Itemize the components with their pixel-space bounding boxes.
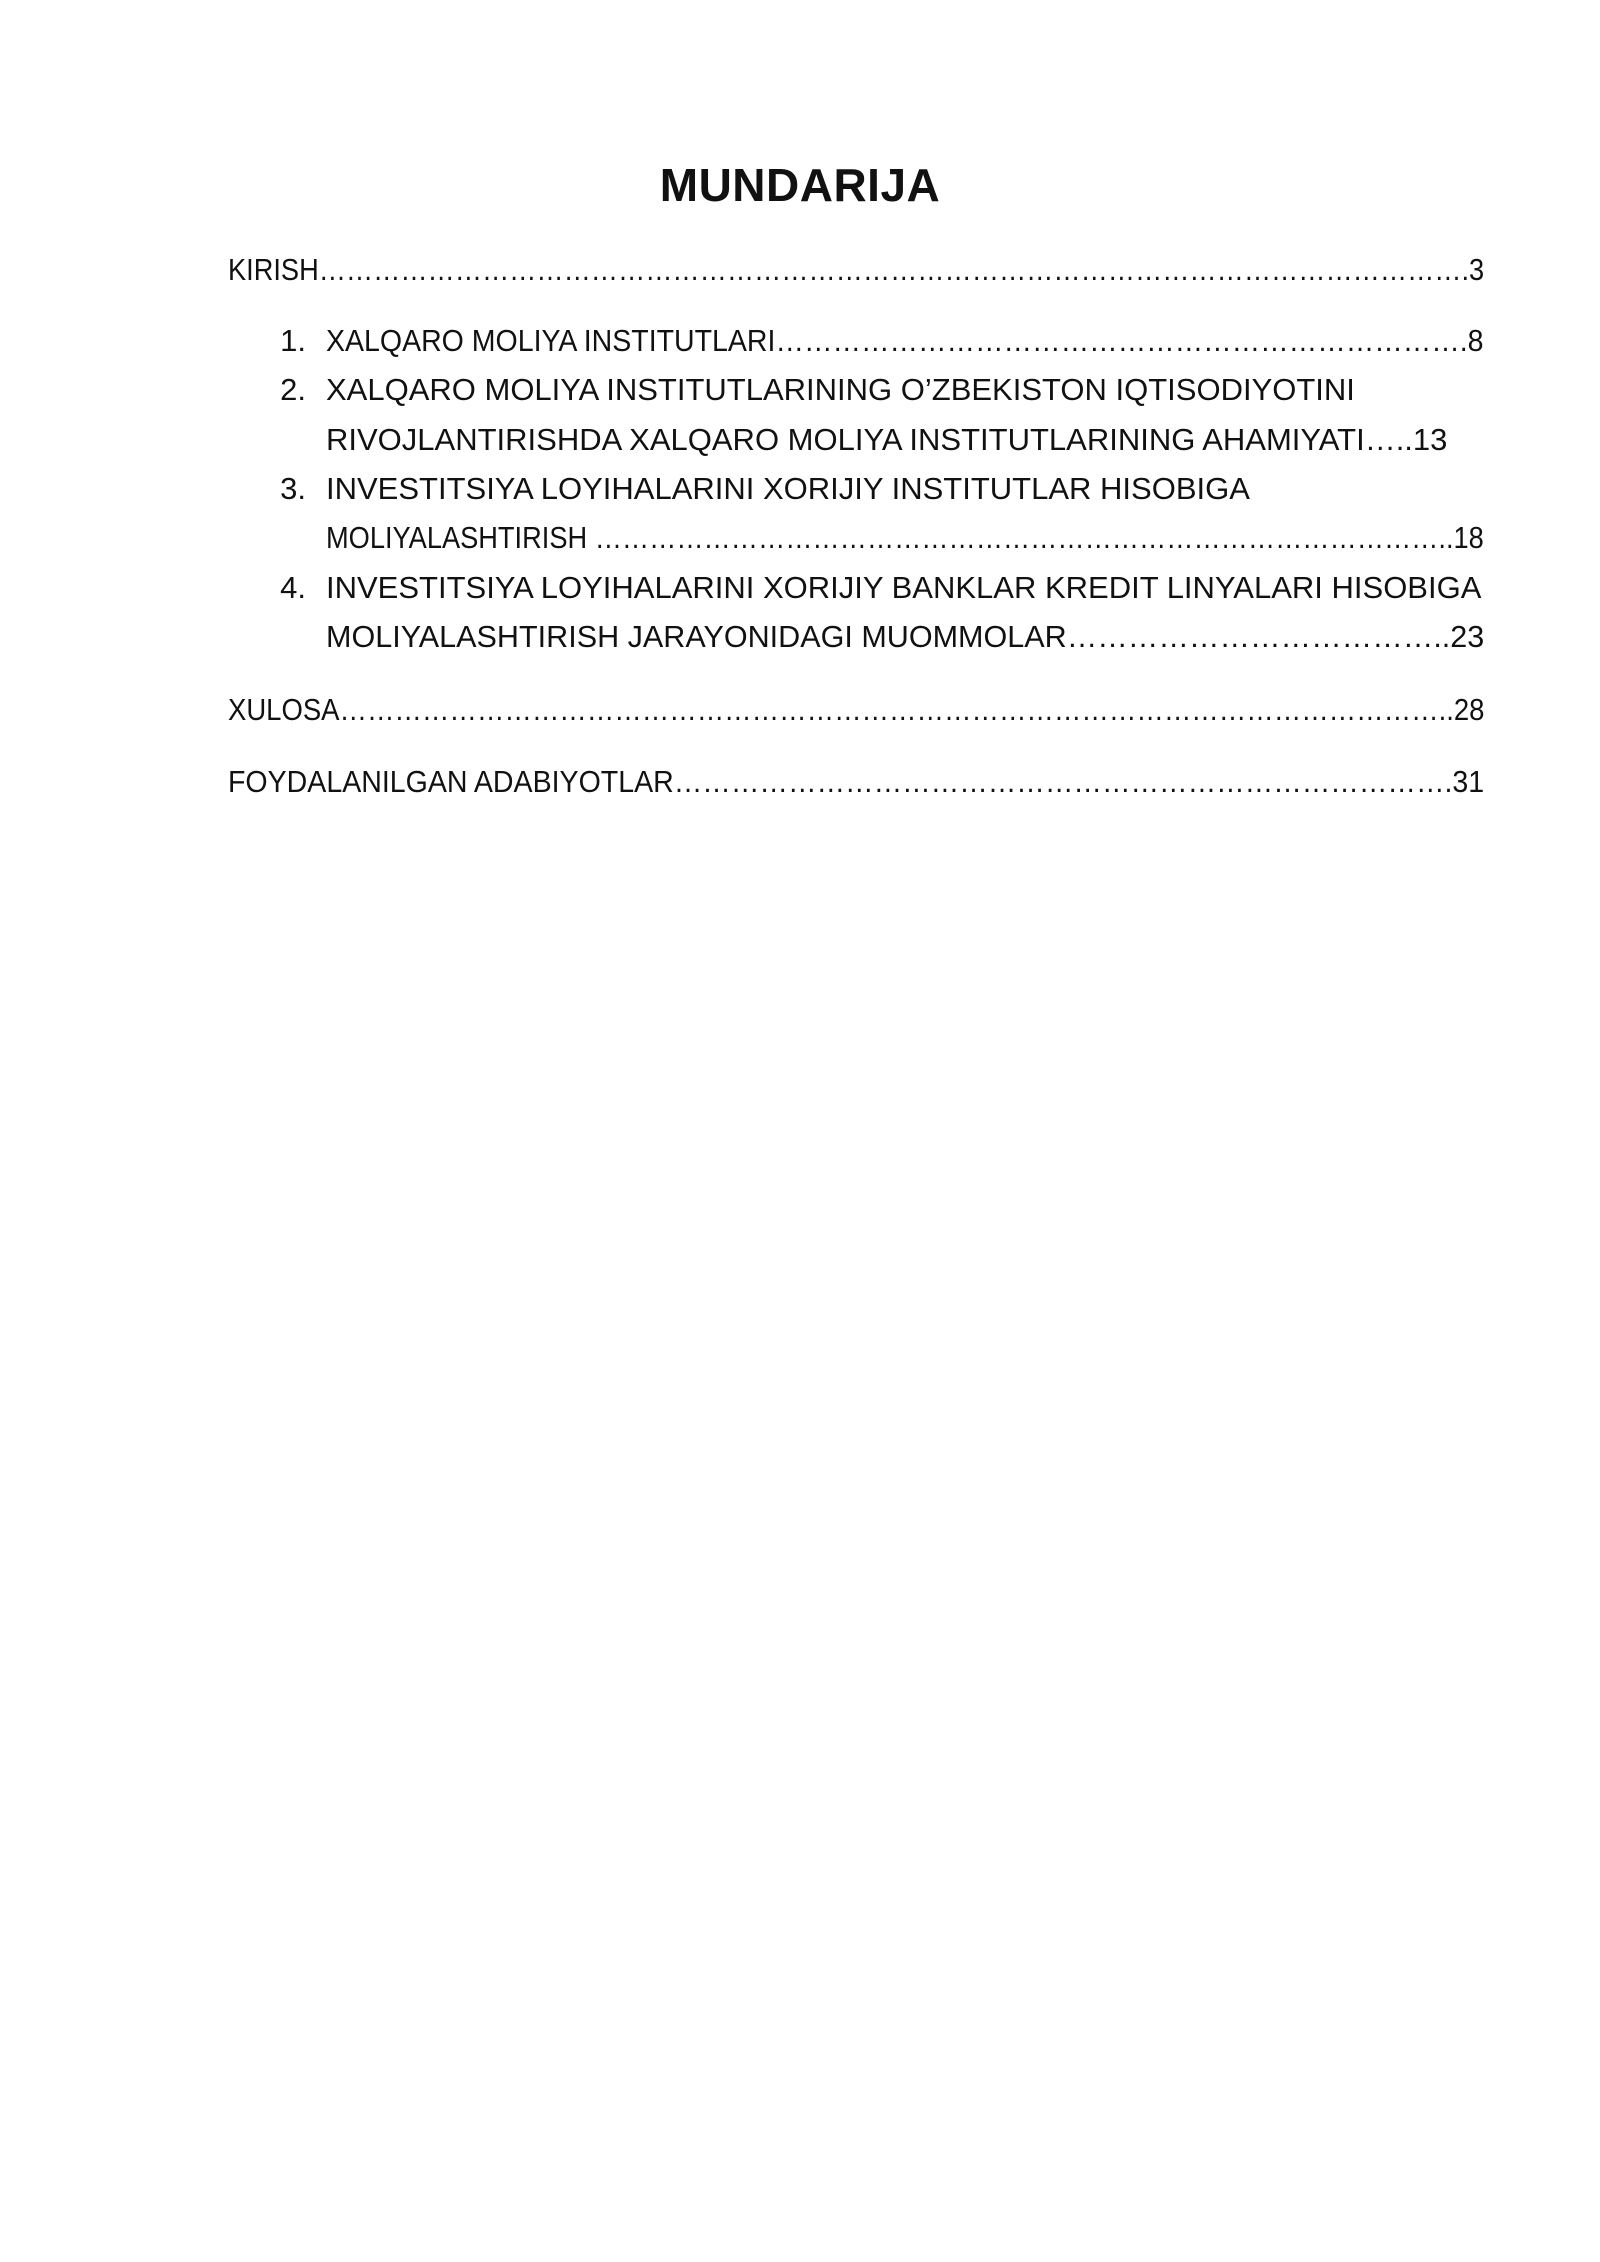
toc-entry-number: 1. — [280, 323, 306, 358]
toc-entry-kirish: KIRISH……………………………………………………………………………………………………………….3 — [228, 252, 1485, 287]
toc-entry-2-line1: XALQARO MOLIYA INSTITUTLARINING O’ZBEKISTON IQTISODIYOTINI — [326, 372, 1355, 407]
toc-entry-xulosa: XULOSA…………………………………………………………………………………………………………..28 — [228, 692, 1485, 727]
toc-entry-4-line1: INVESTITSIYA LOYIHALARINI XORIJIY BANKLAR KREDIT LINYALARI HISOBIGA — [326, 570, 1482, 605]
toc-entry-adabiyotlar: FOYDALANILGAN ADABIYOTLAR……………………………………………………………………….31 — [228, 764, 1485, 799]
toc-entry-number: 4. — [280, 570, 306, 605]
toc-entry-number: 3. — [280, 471, 306, 506]
toc-title: MUNDARIJA — [659, 159, 941, 211]
toc-entry-2-line2: RIVOJLANTIRISHDA XALQARO MOLIYA INSTITUTLARINING AHAMIYATI…..13 — [326, 422, 1448, 457]
toc-entry-3-line1: INVESTITSIYA LOYIHALARINI XORIJIY INSTITUTLAR HISOBIGA — [326, 471, 1250, 506]
toc-entry-4-line2: MOLIYALASHTIRISH JARAYONIDAGI MUOMMOLAR………………………………..23 — [326, 619, 1485, 654]
toc-entry-3-line2: MOLIYALASHTIRISH …………………………………………………………………………………..18 — [326, 520, 1484, 555]
toc-entry-1: XALQARO MOLIYA INSTITUTLARI……………………………………………………………….8 — [326, 323, 1484, 358]
toc-entry-number: 2. — [280, 372, 306, 407]
